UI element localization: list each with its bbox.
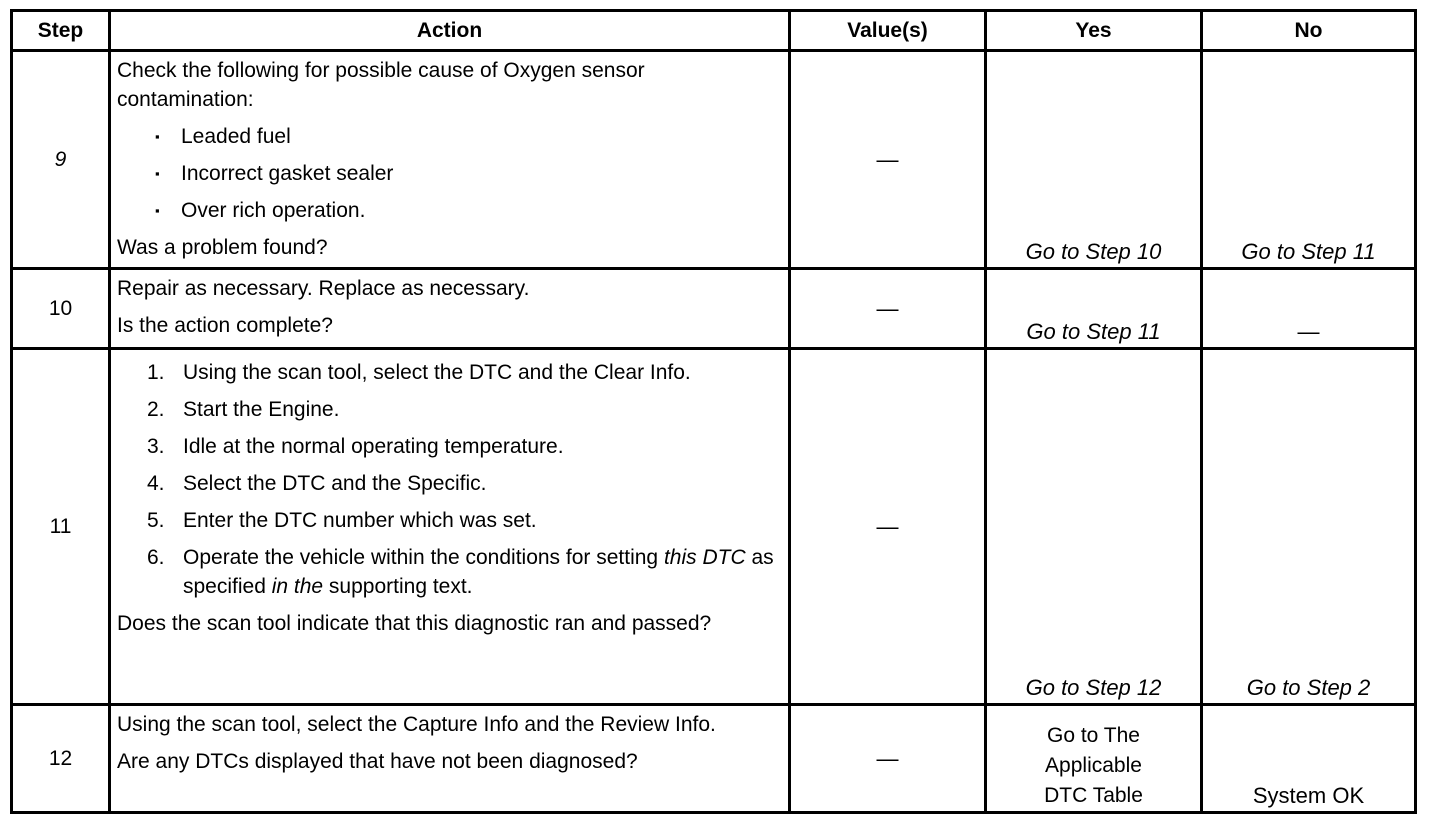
list-text-d: in the [271, 575, 324, 598]
yes-cell: Go to Step 10 [986, 51, 1202, 269]
action-cell [110, 51, 790, 269]
list-number: 2. [147, 398, 165, 421]
action-question: Does the scan tool indicate that this diagnostic ran and passed? [117, 612, 712, 635]
list-item: ▪ Leaded fuel [117, 122, 782, 151]
list-number: 3. [147, 435, 165, 458]
header-values: Value(s) [790, 11, 986, 51]
action-cell [110, 349, 790, 705]
list-text: Using the scan tool, select the DTC and the Clear Info. [183, 361, 691, 384]
list-number: 4. [147, 472, 165, 495]
yes-line: Applicable [1045, 754, 1142, 777]
list-number: 5. [147, 509, 165, 532]
step-number: 11 [12, 349, 110, 705]
table-row-step-11 [12, 349, 1416, 705]
action-intro: Repair as necessary. Replace as necessary. [117, 277, 530, 300]
value-cell: — [790, 51, 986, 269]
no-cell: System OK [1202, 705, 1416, 813]
value-cell: — [790, 349, 986, 705]
list-item: ▪ Over rich operation. [117, 196, 782, 225]
list-text: Enter the DTC number which was set. [183, 509, 537, 532]
table-row-step-12 [12, 705, 1416, 813]
list-item [117, 469, 782, 498]
yes-cell: Go to Step 12 [986, 349, 1202, 705]
list-item: ▪ Incorrect gasket sealer [117, 159, 782, 188]
step-number: 9 [12, 51, 110, 269]
value-cell: — [790, 269, 986, 349]
header-row [12, 11, 1416, 51]
list-text-c: as specified [183, 546, 774, 598]
action-question: Are any DTCs displayed that have not been diagnosed? [117, 750, 638, 773]
list-text-a: Operate the vehicle within the conditions for setting [183, 546, 664, 569]
list-text-e: supporting text. [323, 575, 473, 598]
yes-line: DTC Table [1044, 784, 1143, 807]
numbered-list [117, 358, 782, 601]
header-step: Step [12, 11, 110, 51]
step-number: 12 [12, 705, 110, 813]
action-cell [110, 269, 790, 349]
header-action: Action [110, 11, 790, 51]
list-item [117, 358, 782, 387]
list-text-b: this DTC [663, 546, 746, 569]
table-row-step-10 [12, 269, 1416, 349]
list-text: Idle at the normal operating temperature. [183, 435, 564, 458]
diagnostic-table [10, 9, 1417, 814]
yes-line: Go to The [1046, 724, 1140, 747]
header-yes: Yes [986, 11, 1202, 51]
action-intro: Using the scan tool, select the Capture Info and the Review Info. [117, 713, 716, 736]
action-question: Was a problem found? [117, 236, 328, 259]
step-number: 10 [12, 269, 110, 349]
list-number: 6. [147, 546, 165, 569]
header-no: No [1202, 11, 1416, 51]
table-row-step-9 [12, 51, 1416, 269]
no-cell: Go to Step 2 [1202, 349, 1416, 705]
action-intro: Check the following for possible cause of Oxygen sensor contamination: [117, 59, 645, 111]
value-cell: — [790, 705, 986, 813]
list-item [117, 432, 782, 461]
no-value: — [1297, 319, 1320, 344]
yes-cell: Go to Step 11 [986, 269, 1202, 349]
no-cell [1202, 269, 1416, 349]
list-text: Select the DTC and the Specific. [183, 472, 487, 495]
bullet-list [117, 122, 782, 225]
action-question: Is the action complete? [117, 314, 333, 337]
list-item [117, 543, 782, 601]
list-item [117, 506, 782, 535]
action-cell [110, 705, 790, 813]
yes-cell [986, 705, 1202, 813]
no-cell: Go to Step 11 [1202, 51, 1416, 269]
list-number: 1. [147, 361, 165, 384]
list-text: Start the Engine. [183, 398, 340, 421]
list-item [117, 395, 782, 424]
